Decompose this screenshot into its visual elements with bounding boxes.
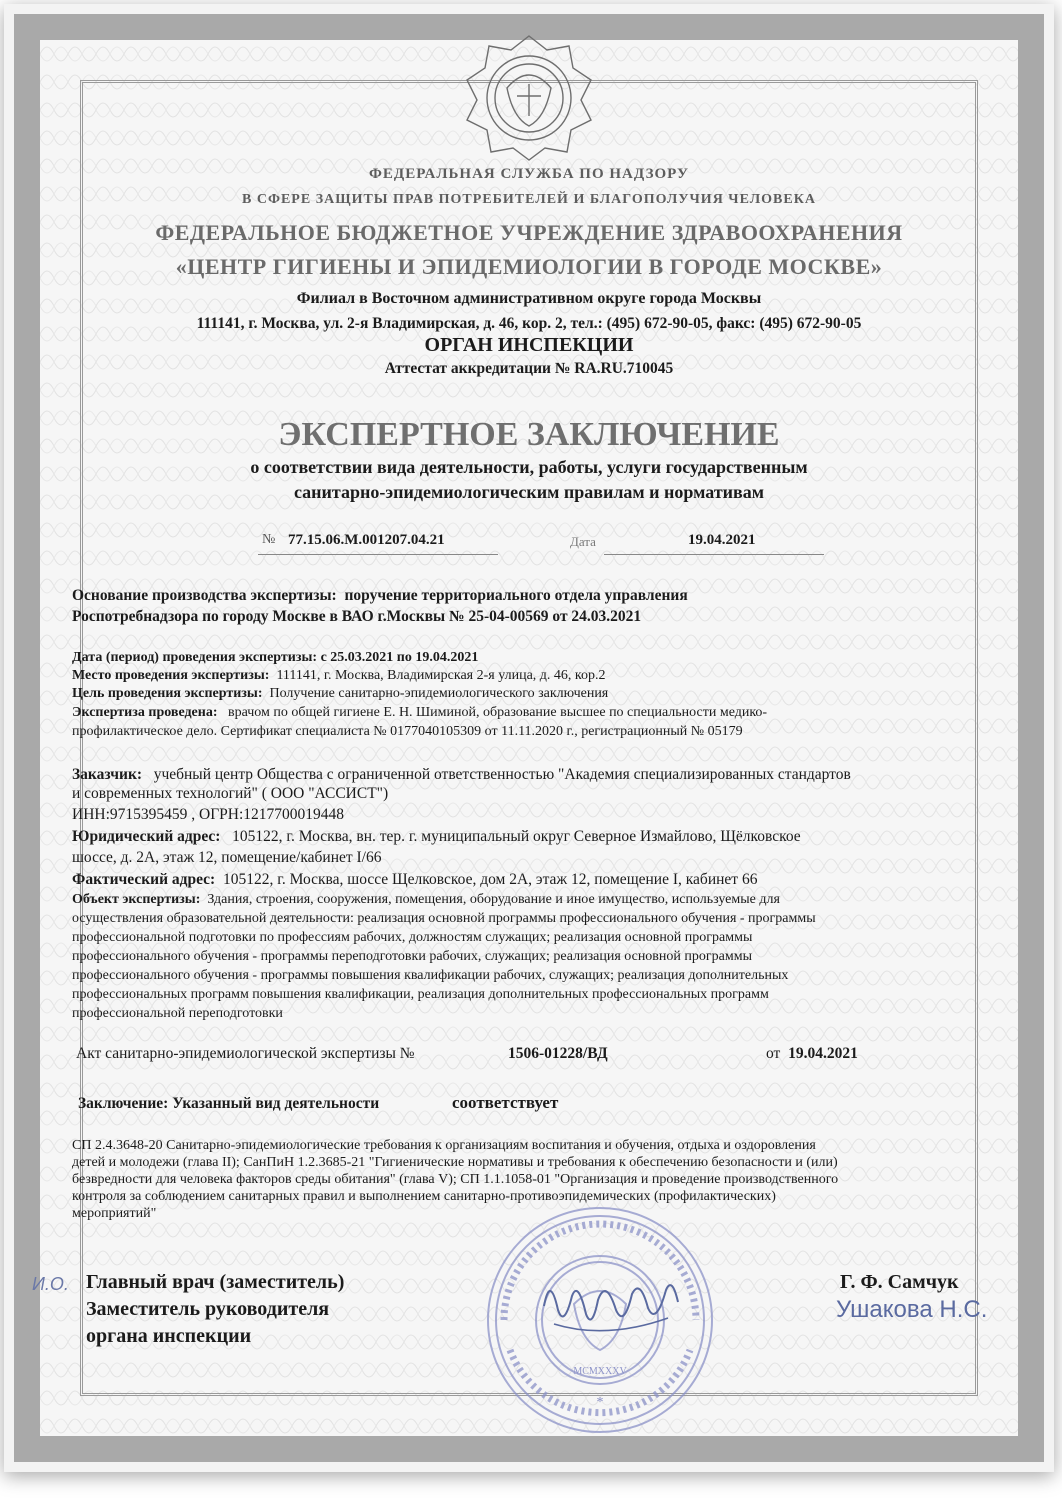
date-underline — [604, 554, 824, 555]
rules-line-2: детей и молодежи (глава II); СанПиН 1.2.3685-21 "Гигиенические нормативы и требования к обеспечению безопасности и (или) — [72, 1155, 838, 1170]
organization-name-line-1: ФЕДЕРАЛЬНОЕ БЮДЖЕТНОЕ УЧРЕЖДЕНИЕ ЗДРАВООХРАНЕНИЯ — [155, 220, 903, 245]
document-sheet — [4, 4, 1054, 1472]
stamp-star: * — [596, 1395, 604, 1410]
rules-line-5: мероприятий" — [72, 1206, 157, 1221]
period-value: с 25.03.2021 по 19.04.2021 — [320, 650, 479, 665]
actual-address: 105122, г. Москва, шоссе Щелковское, дом 2А, этаж 12, помещение I, кабинет 66 — [222, 871, 758, 888]
signer-title-2: Заместитель руководителя — [86, 1298, 330, 1320]
object-line-1: Здания, строения, сооружения, помещения, оборудование и иное имущество, используемые для — [207, 892, 780, 907]
period-label: Дата (период) проведения экспертизы: — [72, 650, 318, 665]
act-number: 1506-01228/ВД — [508, 1045, 608, 1062]
number-underline — [258, 554, 498, 555]
document-date: 19.04.2021 — [688, 532, 756, 548]
document-subtitle-2: санитарно-эпидемиологическим правилам и нормативам — [293, 482, 765, 502]
place-row — [72, 668, 606, 684]
actual-address-row — [72, 871, 757, 889]
expert-row-1 — [72, 705, 767, 721]
object-label: Объект экспертизы: — [72, 892, 201, 907]
date-label: Дата — [570, 534, 596, 549]
object-line-3: профессиональной подготовки по профессиям рабочих, должностям служащих; реализация основной программы — [72, 930, 753, 945]
act-date-row — [766, 1045, 858, 1063]
signer-title-1: Главный врач (заместитель) — [86, 1271, 345, 1293]
organ-title: ОРГАН ИНСПЕКЦИИ — [424, 334, 634, 356]
object-line-7: профессиональной переподготовки — [72, 1006, 283, 1021]
basis-label: Основание производства экспертизы: — [72, 587, 337, 604]
goal-row — [72, 686, 608, 702]
period-row — [72, 650, 478, 666]
signer-name: Г. Ф. Самчук — [840, 1271, 959, 1293]
goal-label: Цель проведения экспертизы: — [72, 686, 263, 701]
place-value: 111141, г. Москва, Владимирская 2-я улица, д. 46, кор.2 — [276, 668, 606, 683]
act-date: 19.04.2021 — [788, 1045, 858, 1062]
branch-address: 111141, г. Москва, ул. 2-я Владимирская, д. 46, кор. 2, тел.: (495) 672-90-05, факс: (495) 672-90-05 — [196, 315, 862, 332]
act-label: Акт санитарно-эпидемиологической экспертизы № — [76, 1045, 415, 1062]
customer-line-2: и современных технологий" ( ООО "АССИСТ") — [72, 785, 389, 802]
act-date-prefix: от — [766, 1045, 781, 1062]
expert-value-1: врачом по общей гигиене Е. Н. Шиминой, образование высшее по специальности медико- — [228, 705, 768, 720]
accreditation: Аттестат аккредитации № RA.RU.710045 — [384, 360, 674, 377]
legal-address-1: 105122, г. Москва, вн. тер. г. муниципальный округ Северное Измайлово, Щёлковское — [232, 828, 801, 845]
legal-address-label: Юридический адрес: — [72, 828, 221, 845]
document-title: ЭКСПЕРТНОЕ ЗАКЛЮЧЕНИЕ — [278, 416, 780, 453]
goal-value: Получение санитарно-эпидемиологического заключения — [269, 686, 609, 701]
document-subtitle-1: о соответствии вида деятельности, работы, услуги государственным — [250, 457, 808, 477]
object-line-6: профессиональных программ повышения квалификации, реализация дополнительных профессиональных программ — [72, 987, 769, 1002]
handwritten-prefix: И.О. — [32, 1274, 69, 1294]
handwritten-signature — [536, 1266, 686, 1346]
branch-name: Филиал в Восточном административном округе города Москвы — [296, 290, 762, 307]
header-line-1: ФЕДЕРАЛЬНАЯ СЛУЖБА ПО НАДЗОРУ — [369, 166, 689, 182]
customer-row-1 — [72, 766, 851, 784]
customer-line-1: учебный центр Общества с ограниченной ответственностью "Академия специализированных стандартов — [153, 766, 851, 783]
legal-address-row-1 — [72, 828, 801, 846]
conclusion-value: соответствует — [452, 1093, 559, 1112]
organization-name-line-2: «ЦЕНТР ГИГИЕНЫ И ЭПИДЕМИОЛОГИИ В ГОРОДЕ МОСКВЕ» — [175, 254, 883, 279]
document-number: 77.15.06.М.001207.04.21 — [288, 532, 445, 548]
rules-line-1: СП 2.4.3648-20 Санитарно-эпидемиологические требования к организациям воспитания и обучения, отдыха и оздоровления — [72, 1138, 816, 1153]
customer-label: Заказчик: — [72, 766, 143, 783]
header-line-2: В СФЕРЕ ЗАЩИТЫ ПРАВ ПОТРЕБИТЕЛЕЙ И БЛАГОПОЛУЧИЯ ЧЕЛОВЕКА — [242, 192, 816, 207]
signer-title-3: органа инспекции — [86, 1325, 252, 1347]
legal-address-2: шоссе, д. 2А, этаж 12, помещение/кабинет I/66 — [72, 849, 382, 866]
stamp-year: MCMXXXV — [573, 1366, 627, 1377]
expert-row-2: профилактическое дело. Сертификат специалиста № 0177040105309 от 11.11.2020 г., регистрационный № 05179 — [72, 724, 743, 739]
customer-ids: ИНН:9715395459 , ОГРН:1217700019448 — [72, 806, 345, 823]
basis-text-1: поручение территориального отдела управления — [344, 587, 688, 604]
object-line-4: профессионального обучения - программы переподготовки рабочих, служащих; реализация основной программы — [72, 949, 752, 964]
object-line-5: профессионального обучения - программы повышения квалификации рабочих, служащих; реализация дополнительных — [72, 968, 789, 983]
rules-line-3: безвредности для человека факторов среды обитания" (глава V); СП 1.1.1058-01 "Организация и проведение производственного — [72, 1172, 839, 1187]
expert-label: Экспертиза проведена: — [72, 705, 218, 720]
conclusion-label: Заключение: Указанный вид деятельности — [78, 1095, 380, 1112]
object-line-2: осуществления образовательной деятельности: реализация основной программы профессионального обучения - программы — [72, 911, 816, 926]
emblem-icon — [459, 32, 599, 162]
object-row-1 — [72, 892, 780, 908]
basis-line-1 — [72, 587, 688, 605]
actual-address-label: Фактический адрес: — [72, 871, 216, 888]
place-label: Место проведения экспертизы: — [72, 668, 270, 683]
number-label: № — [262, 532, 276, 547]
rules-line-4: контроля за соблюдением санитарных правил и выполнением санитарно-противоэпидемических (профилактических) — [72, 1189, 776, 1204]
basis-line-2: Роспотребнадзора по городу Москве в ВАО г.Москвы № 25-04-00569 от 24.03.2021 — [72, 608, 642, 625]
acting-signer-name: Ушакова Н.С. — [836, 1296, 988, 1323]
